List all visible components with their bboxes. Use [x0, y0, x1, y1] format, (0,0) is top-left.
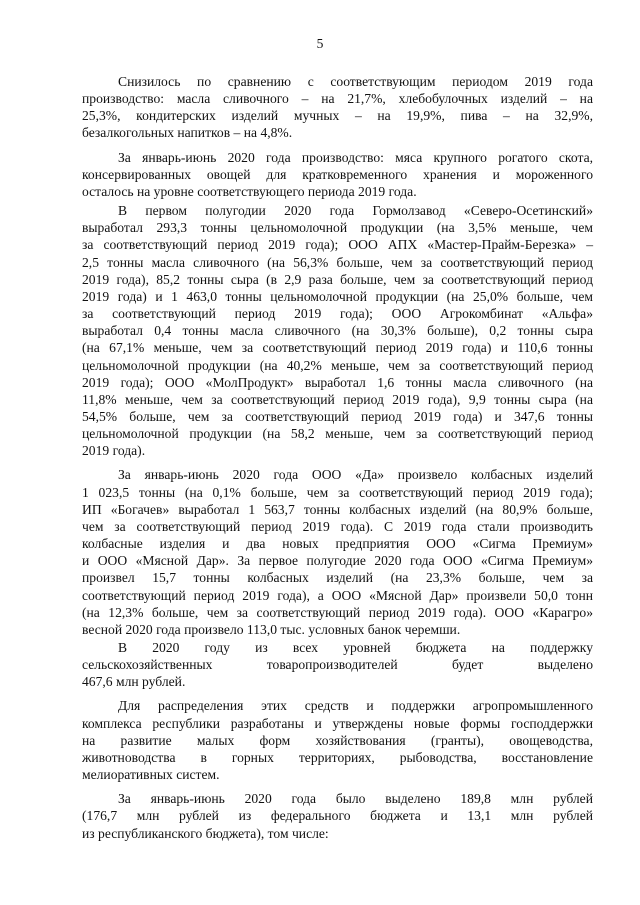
text-line: 25,3%, кондитерских изделий мучных – на 19,9%, пива – на 32,9%, [82, 108, 593, 124]
paragraph-production-decrease [82, 73, 593, 142]
text-line: на развитие малых форм хозяйствования (гранты), овощеводства, [82, 732, 593, 748]
text-line: животноводства в горных территориях, рыбоводства, восстановление [82, 749, 593, 765]
paragraph-sausage-producers [82, 466, 593, 638]
text-line: 1 023,5 тонны (на 0,1% больше, чем за соответствующий период 2019 года); [82, 484, 593, 500]
text-line: ИП «Богачев» выработал 1 563,7 тонны колбасных изделий (на 80,9% больше, [82, 501, 593, 517]
text-line: (176,7 млн рублей из федерального бюджета и 13,1 млн рублей [82, 808, 593, 824]
text-line: За январь-июнь 2020 года ООО «Да» произвело колбасных изделий [118, 467, 593, 483]
text-line: За январь-июнь 2020 года производство: мяса крупного рогатого скота, [118, 149, 593, 165]
text-line: соответствующий период 2019 года), а ООО «Мясной Дар» произвели 50,0 тонн [82, 587, 593, 603]
text-line: осталось на уровне соответствующего периода 2019 года. [82, 183, 417, 199]
text-line: (на 67,1% меньше, чем за соответствующий период 2019 года) и 110,6 тонны [82, 340, 593, 356]
text-line: 2019 года); ООО «МолПродукт» выработал 1,6 тонны масла сливочного (на [82, 374, 593, 390]
text-line: За январь-июнь 2020 года было выделено 189,8 млн рублей [118, 791, 593, 807]
text-line: за соответствующий период 2019 года); ООО АПХ «Мастер-Прайм-Березка» – [82, 237, 593, 253]
text-line: производство: масла сливочного – на 21,7%, хлебобулочных изделий – на [82, 91, 593, 107]
text-line: мелиоративных систем. [82, 767, 220, 783]
text-line: и ООО «Мясной Дар». За первое полугодие 2020 года ООО «Сигма Премиум» [82, 553, 593, 569]
text-line: колбасные изделия и два новых предприятия ООО «Сигма Премиум» [82, 536, 593, 552]
text-line: консервированных овощей для кратковременного хранения и мороженного [82, 166, 593, 182]
text-line: 2019 года), 85,2 тонны сыра (в 2,9 раза больше, чем за соответствующий период [82, 271, 593, 287]
paragraph-production-stable [82, 149, 593, 200]
text-line: 467,6 млн рублей. [82, 674, 186, 690]
text-line: за соответствующий период 2019 года); ООО Агрокомбинат «Альфа» [82, 306, 593, 322]
text-line: выработал 0,4 тонны масла сливочного (на 30,3% больше), 0,2 тонны сыра [82, 323, 593, 339]
text-line: цельномолочной продукции (на 58,2 меньше, чем за соответствующий период [82, 426, 593, 442]
paragraph-allocated-funds [82, 790, 593, 841]
text-line: чем за соответствующий период 2019 года). С 2019 года стали производить [82, 518, 593, 534]
text-line: 2019 года) и 1 463,0 тонны цельномолочной продукции (на 25,0% больше, чем [82, 288, 593, 304]
text-line: из республиканского бюджета), том числе: [82, 825, 329, 841]
text-line: цельномолочной продукции (на 40,2% меньше, чем за соответствующий период [82, 357, 593, 373]
text-line: комплекса республики разработаны и утверждены новые формы господдержки [82, 715, 593, 731]
text-line: В 2020 году из всех уровней бюджета на поддержку [118, 640, 593, 655]
text-line: безалкогольных напитков – на 4,8%. [82, 125, 293, 141]
text-line: сельскохозяйственных товаропроизводителей будет выделено [82, 657, 593, 673]
document-body [82, 73, 593, 842]
text-line: произвел 15,7 тонны колбасных изделий (на 23,3% больше, чем за [82, 570, 593, 586]
text-line: Снизилось по сравнению с соответствующим периодом 2019 года [118, 74, 593, 89]
text-line: В первом полугодии 2020 года Гормолзавод «Северо-Осетинский» [118, 203, 593, 219]
text-line: весной 2020 года произвело 113,0 тыс. условных банок черемши. [82, 621, 461, 637]
text-line: Для распределения этих средств и поддержки агропромышленного [118, 698, 593, 714]
paragraph-dairy-producers [82, 202, 593, 459]
text-line: выработал 293,3 тонны цельномолочной продукции (на 3,5% меньше, чем [82, 220, 593, 236]
text-line: 54,5% больше, чем за соответствующий период 2019 года) и 347,6 тонны [82, 408, 593, 424]
page-number: 5 [316, 36, 324, 51]
paragraph-budget-support [82, 639, 593, 690]
text-line: (на 12,3% больше, чем за соответствующий период 2019 года). ООО «Карагро» [82, 604, 593, 620]
text-line: 2019 года). [82, 443, 146, 459]
text-line: 2,5 тонны масла сливочного (на 56,3% больше, чем за соответствующий период [82, 254, 593, 270]
paragraph-support-forms [82, 697, 593, 783]
text-line: 11,8% меньше, чем за соответствующий период 2019 года), 9,9 тонны сыра (на [82, 391, 593, 407]
